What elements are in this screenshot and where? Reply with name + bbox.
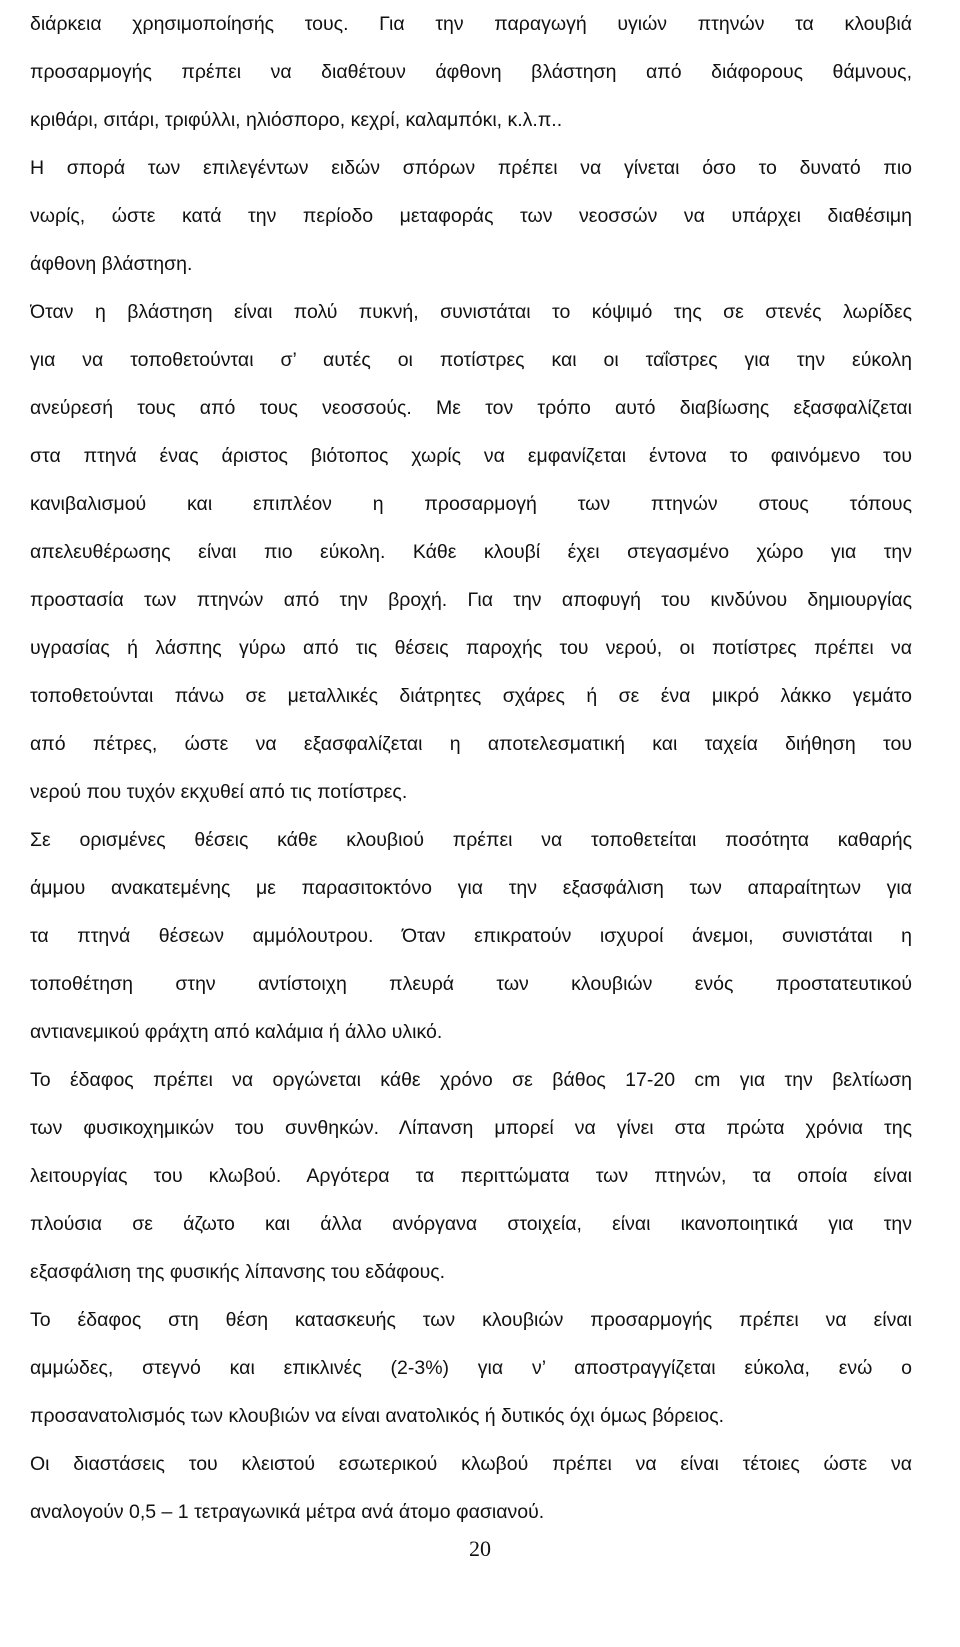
text-line: στα πτηνά ένας άριστος βιότοπος χωρίς να εμφανίζεται έντονα το φαινόμενο του: [30, 445, 912, 467]
text-line: νωρίς, ώστε κατά την περίοδο μεταφοράς των νεοσσών να υπάρχει διαθέσιμη: [30, 205, 912, 227]
text-line: ανεύρεσή τους από τους νεοσσούς. Με τον τρόπο αυτό διαβίωσης εξασφαλίζεται: [30, 397, 912, 419]
text-line: τοποθέτηση στην αντίστοιχη πλευρά των κλουβιών ενός προστατευτικού: [30, 973, 912, 995]
text-line: άφθονη βλάστηση.: [30, 253, 193, 275]
text-line: νερού που τυχόν εκχυθεί από τις ποτίστρες.: [30, 781, 408, 803]
text-line: τα πτηνά θέσεων αμμόλουτρου. Όταν επικρατούν ισχυροί άνεμοι, συνιστάται η: [30, 925, 912, 947]
text-line: Οι διαστάσεις του κλειστού εσωτερικού κλωβού πρέπει να είναι τέτοιες ώστε να: [30, 1453, 912, 1475]
text-line: απελευθέρωσης είναι πιο εύκολη. Κάθε κλουβί έχει στεγασμένο χώρο για την: [30, 541, 912, 563]
text-line: λειτουργίας του κλωβού. Αργότερα τα περιττώματα των πτηνών, τα οποία είναι: [30, 1165, 912, 1187]
text-line: τοποθετούνται πάνω σε μεταλλικές διάτρητες σχάρες ή σε ένα μικρό λάκκο γεμάτο: [30, 685, 912, 707]
text-line: Σε ορισμένες θέσεις κάθε κλουβιού πρέπει να τοποθετείται ποσότητα καθαρής: [30, 829, 912, 851]
text-line: Το έδαφος πρέπει να οργώνεται κάθε χρόνο σε βάθος 17-20 cm για την βελτίωση: [30, 1069, 912, 1091]
text-line: Όταν η βλάστηση είναι πολύ πυκνή, συνιστάται το κόψιμό της σε στενές λωρίδες: [30, 301, 912, 323]
text-line: αντιανεμικού φράχτη από καλάμια ή άλλο υλικό.: [30, 1021, 443, 1043]
text-line: Το έδαφος στη θέση κατασκευής των κλουβιών προσαρμογής πρέπει να είναι: [30, 1309, 912, 1331]
text-line: προσαρμογής πρέπει να διαθέτουν άφθονη βλάστηση από διάφορους θάμνους,: [30, 61, 912, 83]
text-line: προσανατολισμός των κλουβιών να είναι ανατολικός ή δυτικός όχι όμως βόρειος.: [30, 1405, 725, 1427]
text-line: πλούσια σε άζωτο και άλλα ανόργανα στοιχεία, είναι ικανοποιητικά για την: [30, 1213, 912, 1235]
page-number: 20: [469, 1536, 491, 1561]
body-text: [30, 0, 912, 1536]
text-line: για να τοποθετούνται σ’ αυτές οι ποτίστρες και οι ταΐστρες για την εύκολη: [30, 349, 912, 371]
text-line: προστασία των πτηνών από την βροχή. Για την αποφυγή του κινδύνου δημιουργίας: [30, 589, 912, 611]
text-line: υγρασίας ή λάσπης γύρω από τις θέσεις παροχής του νερού, οι ποτίστρες πρέπει να: [30, 637, 912, 659]
text-line: αμμώδες, στεγνό και επικλινές (2-3%) για ν’ αποστραγγίζεται εύκολα, ενώ ο: [30, 1357, 912, 1379]
text-line: διάρκεια χρησιμοποίησής τους. Για την παραγωγή υγιών πτηνών τα κλουβιά: [30, 13, 912, 35]
text-line: άμμου ανακατεμένης με παρασιτοκτόνο για την εξασφάλιση των απαραίτητων για: [30, 877, 912, 899]
text-line: κανιβαλισμού και επιπλέον η προσαρμογή των πτηνών στους τόπους: [30, 493, 912, 515]
text-line: Η σπορά των επιλεγέντων ειδών σπόρων πρέπει να γίνεται όσο το δυνατό πιο: [30, 157, 912, 179]
text-line: από πέτρες, ώστε να εξασφαλίζεται η αποτελεσματική και ταχεία διήθηση του: [30, 733, 912, 755]
text-line: αναλογούν 0,5 – 1 τετραγωνικά μέτρα ανά άτομο φασιανού.: [30, 1501, 545, 1523]
text-line: των φυσικοχημικών του συνθηκών. Λίπανση μπορεί να γίνει στα πρώτα χρόνια της: [30, 1117, 912, 1139]
text-line: κριθάρι, σιτάρι, τριφύλλι, ηλιόσπορο, κεχρί, καλαμπόκι, κ.λ.π..: [30, 109, 563, 131]
text-line: εξασφάλιση της φυσικής λίπανσης του εδάφους.: [30, 1261, 446, 1283]
